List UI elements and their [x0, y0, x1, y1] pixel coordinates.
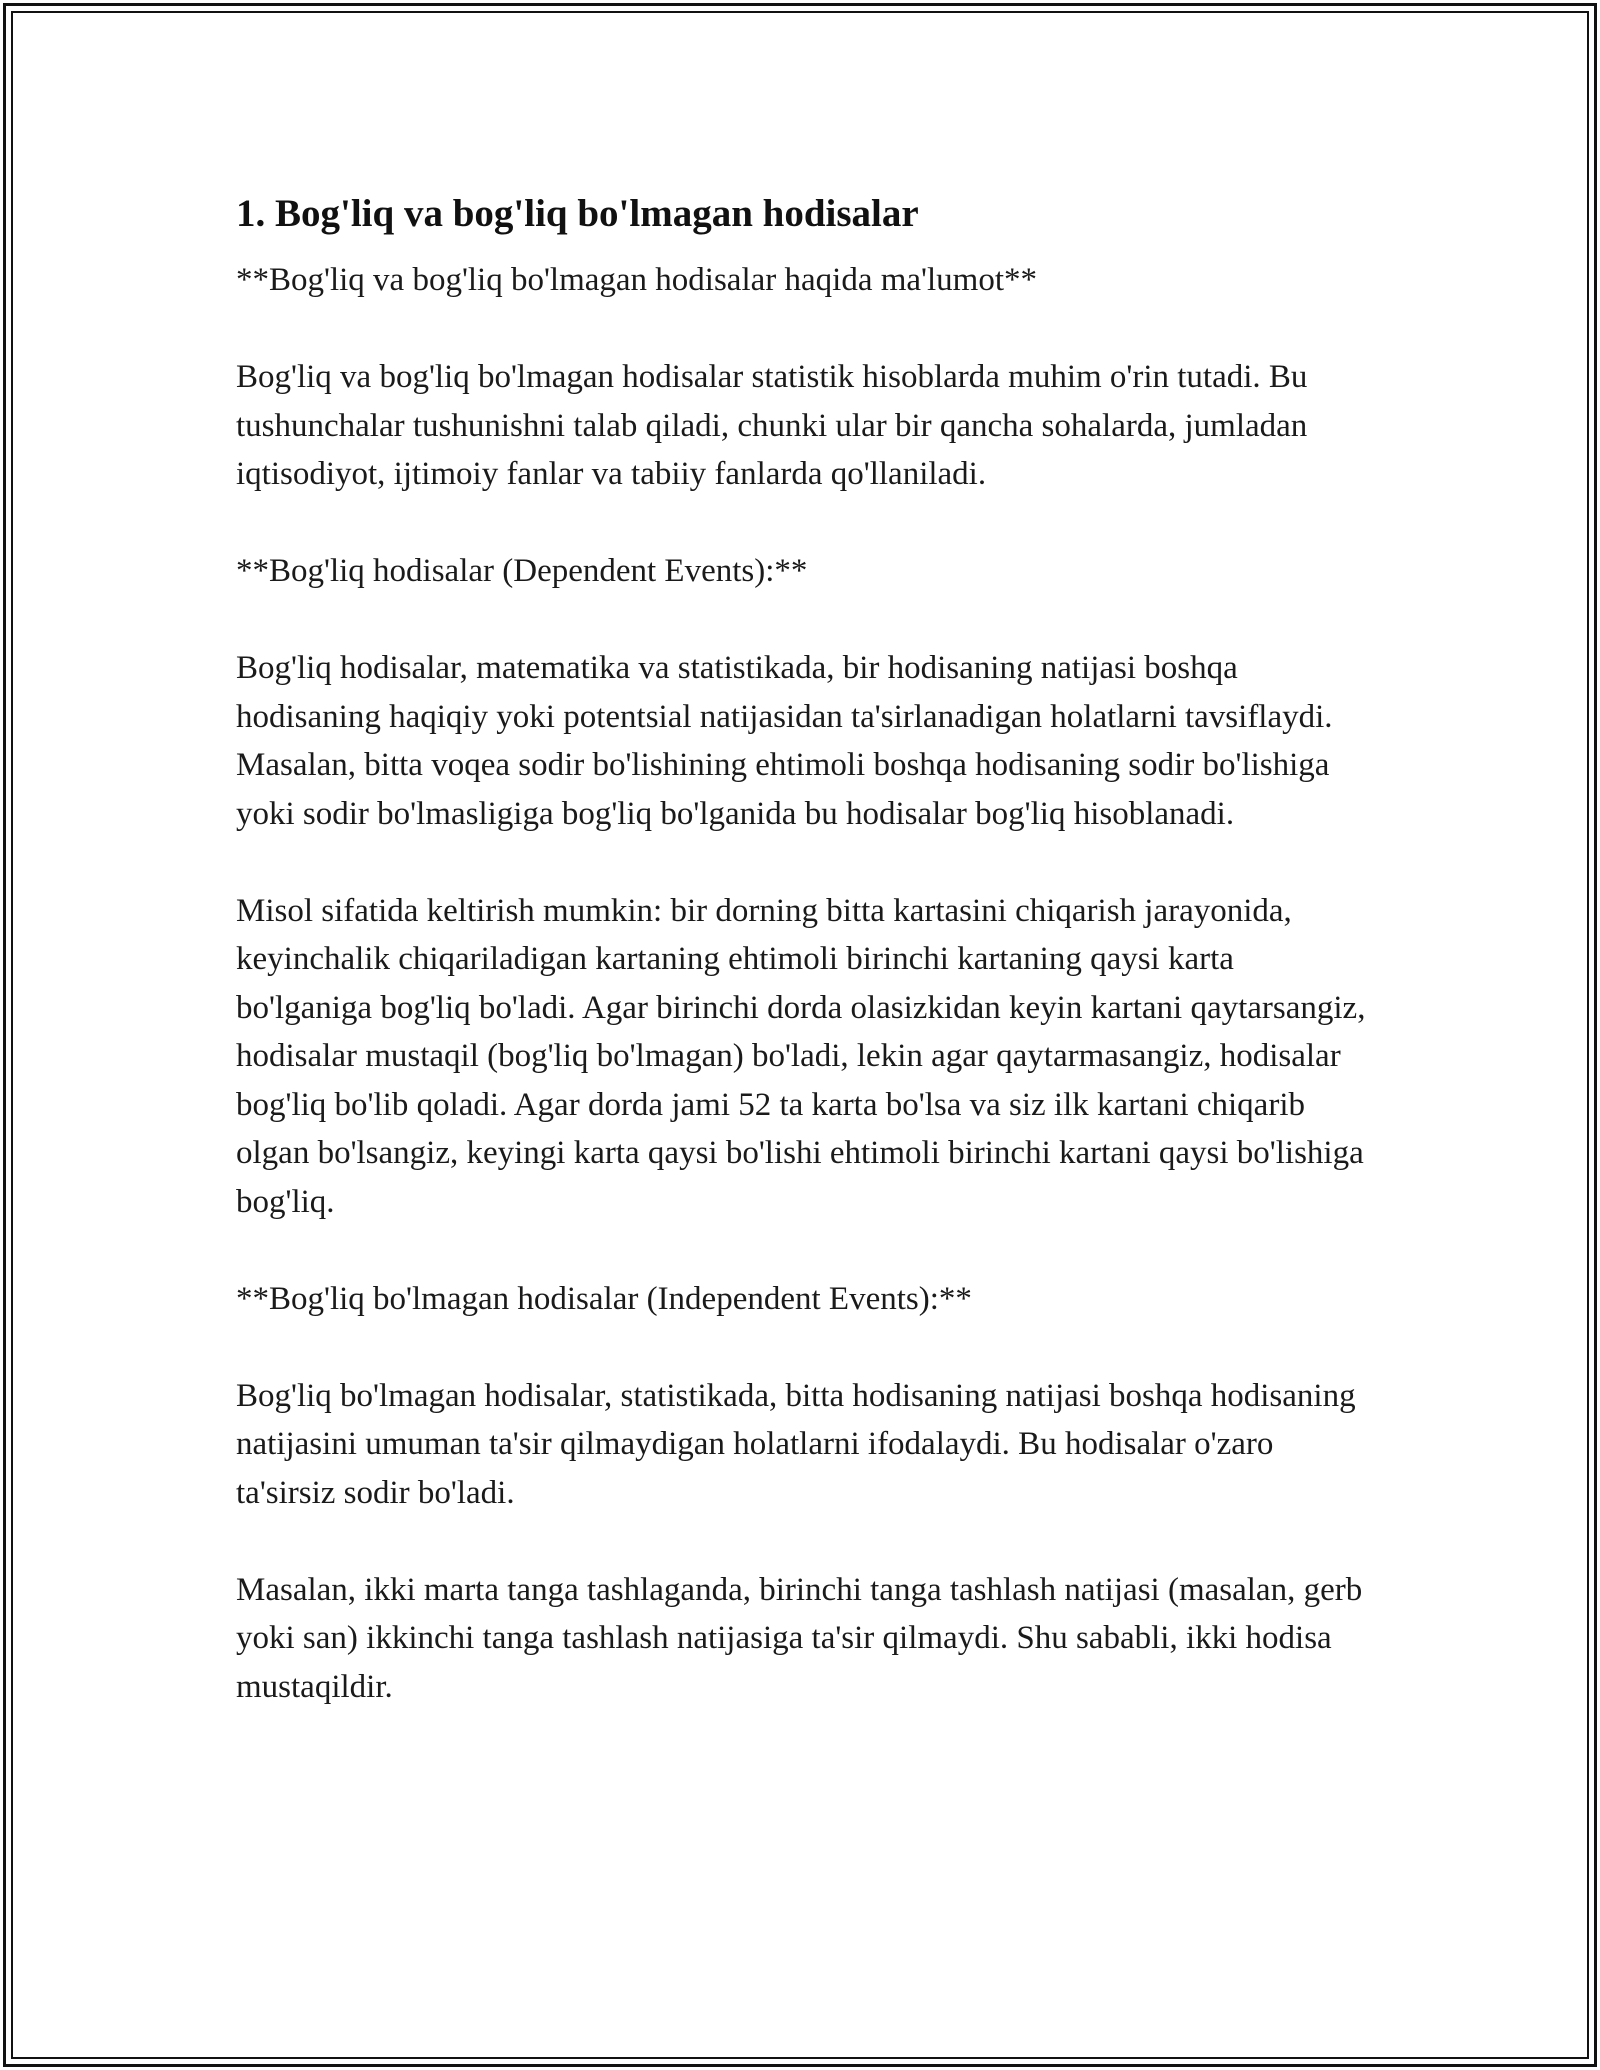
intro-paragraph: Bog'liq va bog'liq bo'lmagan hodisalar statistik hisoblarda muhim o'rin tutadi. Bu tushunchalar tushunishni talab qiladi, chunki ular bir qancha sohalarda, jumladan iqtisodiyot, ijtimoiy fanlar va tabiiy fanlarda qo'llaniladi. — [236, 359, 1308, 492]
independent-example-paragraph: Masalan, ikki marta tanga tashlaganda, birinchi tanga tashlash natijasi (masalan, gerb yoki san) ikkinchi tanga tashlash natijasiga ta'sir qilmaydi. Shu sababli, ikki hodisa mustaqildir. — [236, 1571, 1363, 1705]
dependent-example-paragraph: Misol sifatida keltirish mumkin: bir dorning bitta kartasini chiqarish jarayonida, keyinchalik chiqariladigan kartaning ehtimoli birinchi kartaning qaysi karta bo'lganiga bog'liq bo'ladi. Agar birinchi dorda olasizkidan keyin kartani qaytarsangiz, hodisalar mustaqil (bog'liq bo'lmagan) bo'ladi, lekin agar qaytarmasangiz, hodisalar bog'liq bo'lib qoladi. Agar dorda jami 52 ta karta bo'lsa va siz ilk kartani chiqarib olgan bo'lsangiz, keyingi karta qaysi bo'lishi ehtimoli birinchi kartani qaysi bo'lishiga bog'liq. — [236, 892, 1366, 1220]
dependent-definition-paragraph: Bog'liq hodisalar, matematika va statistikada, bir hodisaning natijasi boshqa hodisaning haqiqiy yoki potentsial natijasidan ta'sirlanadigan holatlarni tavsiflaydi. Masalan, bitta voqea sodir bo'lishining ehtimoli boshqa hodisaning sodir bo'lishiga yoki sodir bo'lmasligiga bog'liq bo'lganida bu hodisalar bog'liq hisoblanadi. — [236, 650, 1333, 832]
subtitle-paragraph: **Bog'liq va bog'liq bo'lmagan hodisalar haqida ma'lumot** — [236, 262, 1037, 298]
independent-heading: **Bog'liq bo'lmagan hodisalar (Independent Events):** — [236, 1280, 972, 1317]
document-body — [236, 186, 1366, 1760]
dependent-heading: **Bog'liq hodisalar (Dependent Events):** — [236, 553, 808, 589]
independent-definition-paragraph: Bog'liq bo'lmagan hodisalar, statistikada, bitta hodisaning natijasi boshqa hodisaning natijasini umuman ta'sir qilmaydigan holatlarni ifodalaydi. Bu hodisalar o'zaro ta'sirsiz sodir bo'ladi. — [236, 1377, 1356, 1511]
document-title: 1. Bog'liq va bog'liq bo'lmagan hodisalar — [236, 192, 919, 235]
